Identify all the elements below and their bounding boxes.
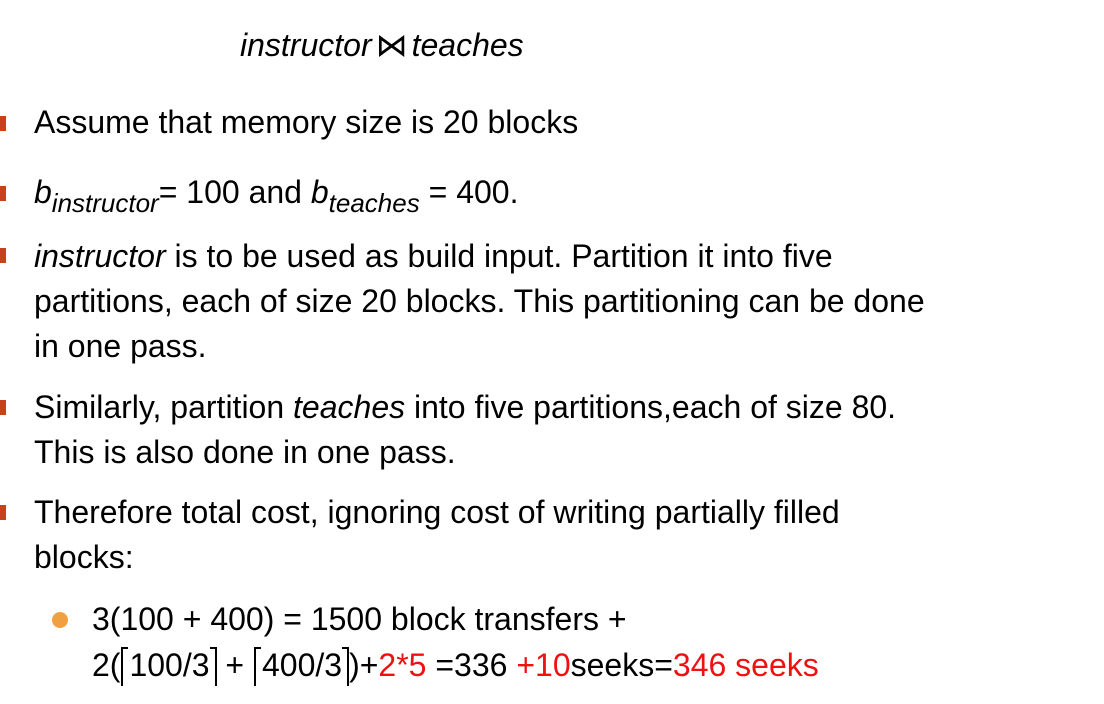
text-line: blocks:: [34, 539, 134, 575]
b-variable: b: [310, 174, 329, 210]
b-variable: b: [34, 174, 52, 210]
text-span: 2(: [92, 647, 121, 683]
bullet-marker: [0, 116, 6, 131]
text-line: in one pass.: [34, 328, 207, 364]
text-span: =336: [426, 647, 517, 683]
bullet-marker: [0, 248, 6, 263]
highlight-text: 2*5: [378, 647, 427, 683]
text-span: Similarly, partition: [34, 389, 294, 425]
formula-line-transfers: 3(100 + 400) = 1500 block transfers +: [92, 601, 627, 637]
subscript-instructor: instructor: [51, 188, 159, 218]
text-line: [34, 385, 896, 430]
block-count-end: = 400.: [419, 174, 519, 210]
subscript-teaches: teaches: [328, 188, 420, 218]
sub-bullet-dot: [52, 612, 68, 628]
natural-join-symbol: ⋈: [375, 27, 408, 63]
cost-formula: [92, 596, 819, 688]
text-span: +: [216, 647, 253, 683]
highlight-text: +10: [516, 647, 571, 683]
text-line: This is also done in one pass.: [34, 434, 456, 470]
bullet-marker: [0, 505, 6, 520]
bullet-memory-size: Assume that memory size is 20 blocks: [34, 104, 579, 140]
ceiling-expression: 400/3: [253, 642, 349, 688]
bullet-marker: [0, 186, 6, 201]
text-line: [34, 234, 925, 279]
ceiling-expression: 100/3: [120, 642, 216, 688]
text-span: into five partitions,each of size 80.: [405, 389, 897, 425]
bullet-block-counts: [34, 170, 519, 218]
bullet-partition-teaches: [34, 385, 896, 475]
formula-line-seeks: [92, 642, 819, 688]
bullet-build-input: [34, 234, 925, 369]
text-span: )+: [349, 647, 379, 683]
bullet-total-cost: [34, 490, 840, 580]
text-span: seeks=: [570, 647, 673, 683]
title-relation-instructor: instructor: [240, 27, 372, 63]
text-span: is to be used as build input. Partition it into five: [165, 238, 833, 274]
text-line: partitions, each of size 20 blocks. This partitioning can be done: [34, 283, 925, 319]
bullet-marker: [0, 400, 6, 415]
block-count-text: = 100 and: [158, 174, 311, 210]
italic-relation: instructor: [34, 238, 166, 274]
text-line: Therefore total cost, ignoring cost of writing partially filled: [34, 494, 840, 530]
title-relation-teaches: teaches: [411, 27, 524, 63]
page-title: [240, 26, 524, 64]
highlight-text: 346 seeks: [672, 647, 819, 683]
italic-relation: teaches: [293, 389, 406, 425]
